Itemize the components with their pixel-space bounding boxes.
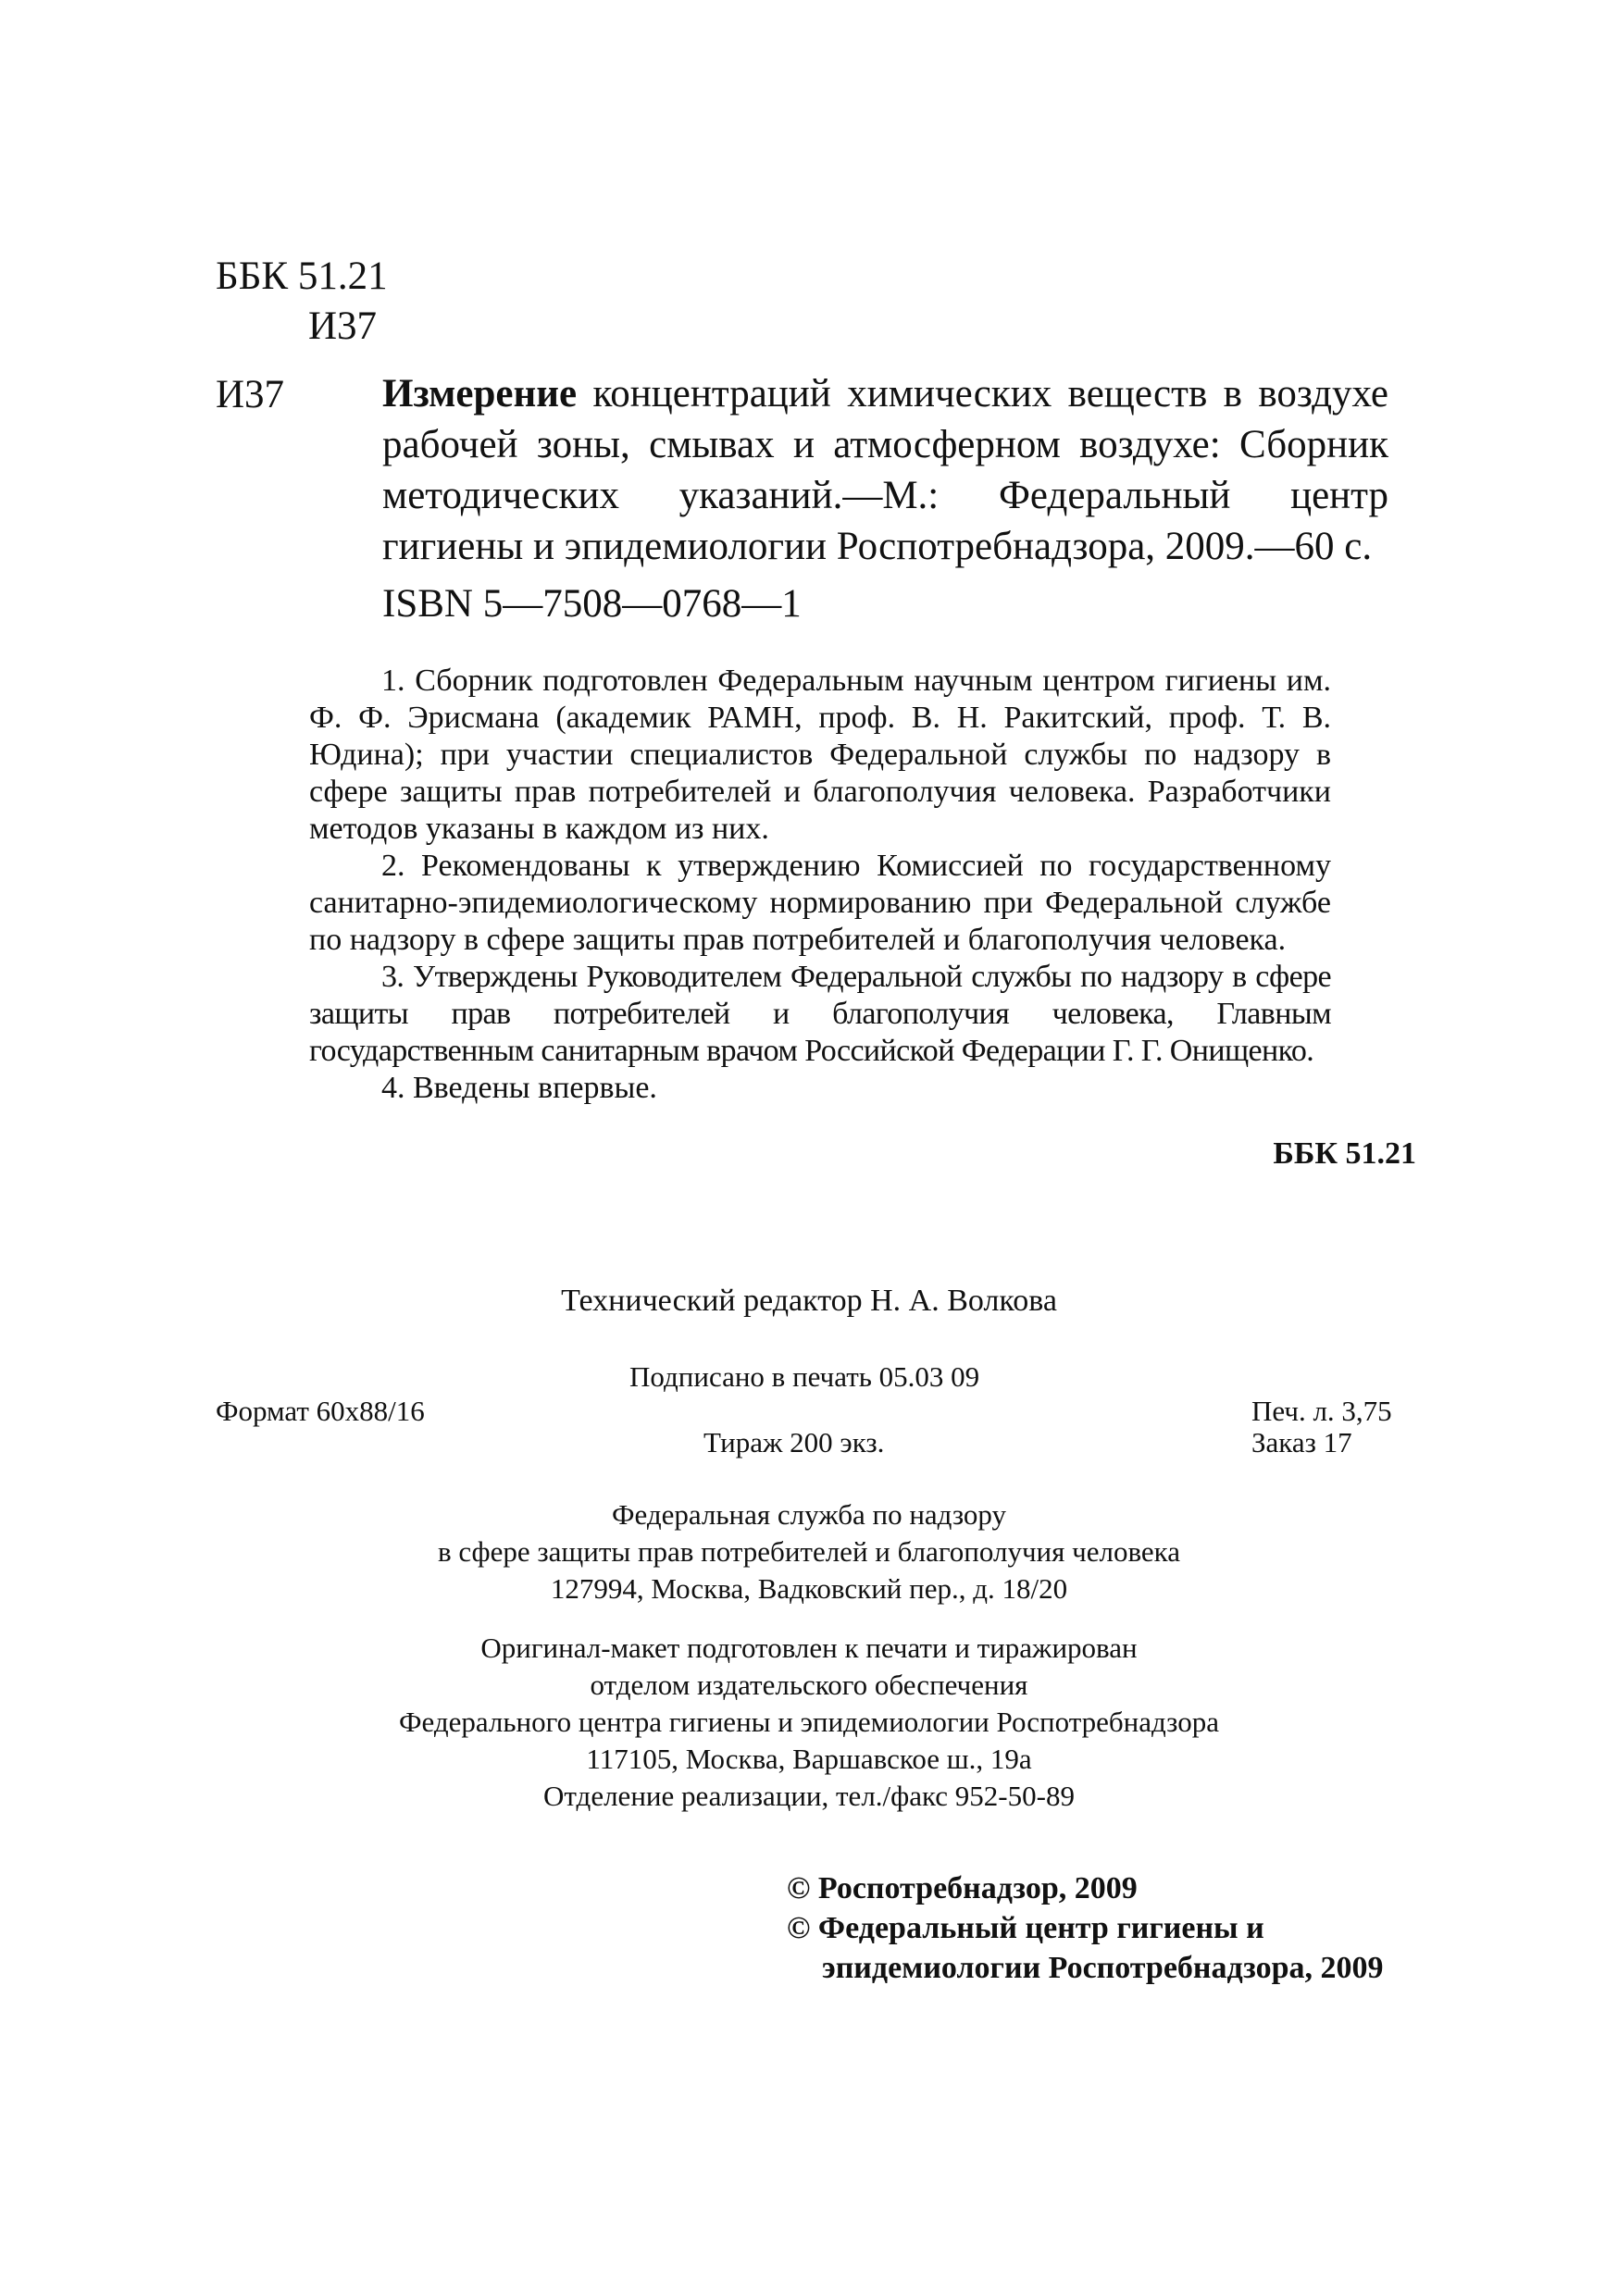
bbk-footer: ББК 51.21 bbox=[1273, 1136, 1416, 1171]
note-item: 1. Сборник подготовлен Федеральным научным центром гигиены им. Ф. Ф. Эрисмана (академик РАМН, проф. В. Н. Ракитский, проф. Т. В. Юдина); при участии специалистов Федеральной службы по надзору в сфере защиты прав потребителей и благополучия человека. Разработчики методов указаны в каждом из них. bbox=[309, 664, 1331, 846]
printer-line: отделом издательского обеспечения bbox=[590, 1669, 1028, 1701]
paper-format: Формат 60x88/16 bbox=[216, 1395, 425, 1427]
copyright-line: эпидемиологии Роспотребнадзора, 2009 bbox=[822, 1951, 1384, 1985]
technical-editor: Технический редактор Н. А. Волкова bbox=[561, 1284, 1057, 1318]
order-number: Заказ 17 bbox=[1251, 1426, 1352, 1458]
entry-author-mark: И37 bbox=[216, 373, 285, 416]
author-mark: И37 bbox=[308, 304, 378, 348]
isbn: ISBN 5—7508—0768—1 bbox=[382, 582, 802, 626]
publisher-block bbox=[0, 1496, 1618, 1607]
printer-line: Федерального центра гигиены и эпидемиологии Роспотребнадзора bbox=[399, 1706, 1219, 1738]
printed-sheets: Печ. л. 3,75 bbox=[1251, 1395, 1392, 1427]
sales-contact: Отделение реализации, тел./факс 952-50-89 bbox=[543, 1780, 1075, 1812]
signed-to-print: Подписано в печать 05.03 09 bbox=[629, 1360, 980, 1393]
bibliographic-entry bbox=[382, 368, 1388, 572]
entry-description: концентраций химических веществ в воздухе рабочей зоны, смывах и атмосферном воздухе: Сборник методических указаний.—М.: Федеральный центр гигиены и эпидемиологии Роспотребнадзора, 2009.—60 с. bbox=[382, 372, 1388, 568]
print-run: Тираж 200 экз. bbox=[703, 1426, 885, 1458]
note-item: 2. Рекомендованы к утверждению Комиссией по государственному санитарно-эпидемиологическому нормированию при Федеральной службе по надзору в сфере защиты прав потребителей и благополучия человека. bbox=[309, 849, 1331, 957]
publisher-address: 127994, Москва, Вадковский пер., д. 18/20 bbox=[550, 1572, 1068, 1605]
publisher-line: Федеральная служба по надзору bbox=[612, 1498, 1006, 1531]
note-item: 4. Введены впервые. bbox=[381, 1071, 657, 1105]
bbk-header bbox=[216, 252, 388, 352]
entry-title-word: Измерение bbox=[382, 372, 578, 416]
copyright-block bbox=[787, 1868, 1384, 1988]
notes-list bbox=[309, 663, 1331, 1107]
note-item: 3. Утверждены Руководителем Федеральной службы по надзору в сфере защиты прав потребителей и благополучия человека, Главным государственным санитарным врачом Российской Федерации Г. Г. Онищенко. bbox=[309, 960, 1331, 1068]
printer-block bbox=[0, 1630, 1618, 1815]
copyright-line: © Роспотребнадзор, 2009 bbox=[787, 1871, 1138, 1905]
bbk-code: ББК 51.21 bbox=[216, 254, 388, 298]
printer-address: 117105, Москва, Варшавское ш., 19а bbox=[586, 1743, 1032, 1775]
publisher-line: в сфере защиты прав потребителей и благополучия человека bbox=[437, 1535, 1181, 1568]
printer-line: Оригинал-макет подготовлен к печати и тиражирован bbox=[480, 1632, 1138, 1664]
copyright-line: © Федеральный центр гигиены и bbox=[787, 1911, 1264, 1945]
